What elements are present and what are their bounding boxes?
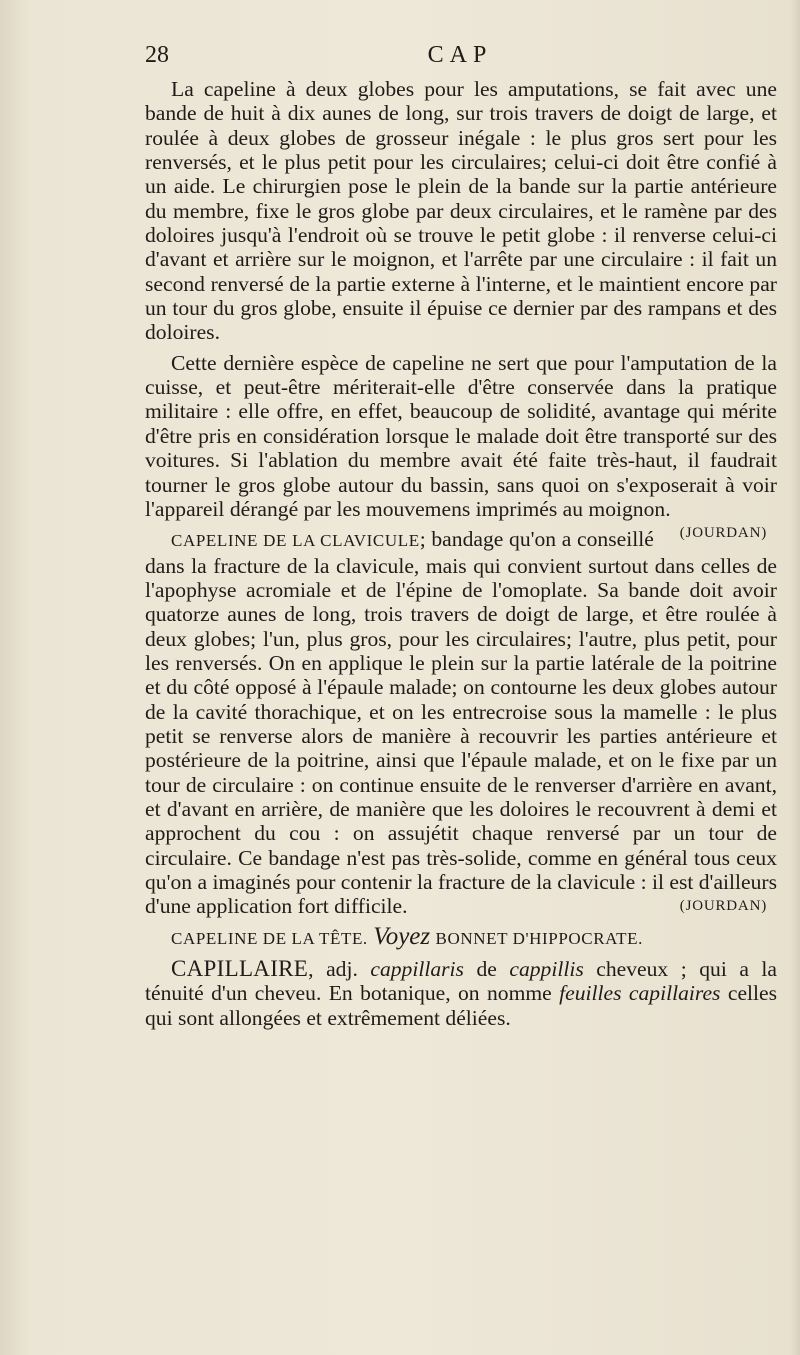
- page-body: [145, 77, 777, 1030]
- botanical-term: feuilles capillaires: [559, 981, 721, 1006]
- entry-text: celles qui sont allongées et extrêmement déliées.: [145, 981, 778, 1030]
- entry-heading: CAPELINE DE LA CLAVICULE: [171, 531, 420, 551]
- page-number: 28: [145, 42, 169, 68]
- entry-text: ; bandage qu'on a conseillé dans la fracture de la clavicule, mais qui convient surtout dans celles de l'apophyse acromiale et de l'épine de l'omoplate. Sa bande doit avoir quatorze aunes de long, trois travers de doigt de large, et être roulée à deux globes; l'un, plus gros, pour les circulaires; l'autre, plus petit, pour les renversés. On en applique le plein sur la partie latérale de la poitrine et du côté opposé à l'épaule malade; on contourne les deux globes autour de la cavité thorachique, et on les entrecroise sous la mamelle : le plus petit se renverse alors de manière à recouvrir les parties antérieure et postérieure de la poitrine, ainsi que l'épaule malade, et on le fixe par un tour de circulaire : on continue ensuite de le renverser d'arrière en avant, et d'avant en arrière, de manière que les doloires le recouvrent à demi et approchent du cou : on assujétit chaque renversé par un tour de circulaire. Ce bandage n'est pas très-solide, comme en général tous ceux qu'on a imaginés pour contenir la fracture de la clavicule : il est d'ailleurs d'une application fort difficile.: [145, 527, 777, 919]
- author-reference: (JOURDAN): [679, 525, 767, 542]
- entry-text: de: [476, 957, 497, 982]
- entry-capillaire: [145, 957, 777, 1030]
- page-header: [145, 42, 775, 76]
- entry-capeline-clavicule: [145, 527, 777, 919]
- cross-reference-target: BONNET D'HIPPOCRATE.: [435, 928, 643, 948]
- author-reference: (JOURDAN): [679, 898, 767, 915]
- latin-term: cappillaris: [370, 957, 464, 982]
- entry-capeline-tete: [145, 922, 777, 951]
- latin-term: cappillis: [509, 957, 584, 982]
- entry-heading: CAPILLAIRE: [171, 956, 309, 982]
- entry-text: , adj.: [308, 957, 358, 982]
- paragraph-text: Cette dernière espèce de capeline ne sert que pour l'amputation de la cuisse, et peut-être mériterait-elle d'être conservée dans la pratique militaire : elle offre, en effet, beaucoup de solidité, avantage qui mérite d'être pris en considération lorsque le malade doit être transporté sur des voitures. Si l'ablation du membre avait été faite très-haut, il faudrait tourner le gros globe autour du bassin, sans quoi on s'exposerait à voir l'appareil dérangé par les mouvemens imprimés au moignon.: [145, 350, 777, 521]
- entry-heading: CAPELINE DE LA TÊTE.: [171, 928, 368, 948]
- cross-reference-voyez: Voyez: [373, 922, 431, 950]
- entry-text: cheveux ; qui a la ténuité d'un cheveu. En botanique, on nomme: [145, 957, 778, 1006]
- paragraph-capeline-amputations: La capeline à deux globes pour les amputations, se fait avec une bande de huit à dix aunes de long, sur trois travers de doigt de large, et roulée à deux globes de grosseur inégale : le plus gros sert pour les renversés, et le plus petit pour les circulaires; celui-ci doit être confié à un aide. Le chirurgien pose le plein de la bande sur la partie antérieure du membre, fixe le gros globe par deux circulaires, et le ramène par des doloires jusqu'à l'endroit où se trouve le petit globe : il renverse celui-ci d'avant et arrière sur le moignon, et l'arrête par une circulaire : il fait un second renversé de la partie externe à l'interne, et le maintient encore par un tour du gros globe, ensuite il épuise ce dernier par des rampans et des doloires.: [145, 77, 777, 345]
- running-head: CAP: [427, 42, 493, 68]
